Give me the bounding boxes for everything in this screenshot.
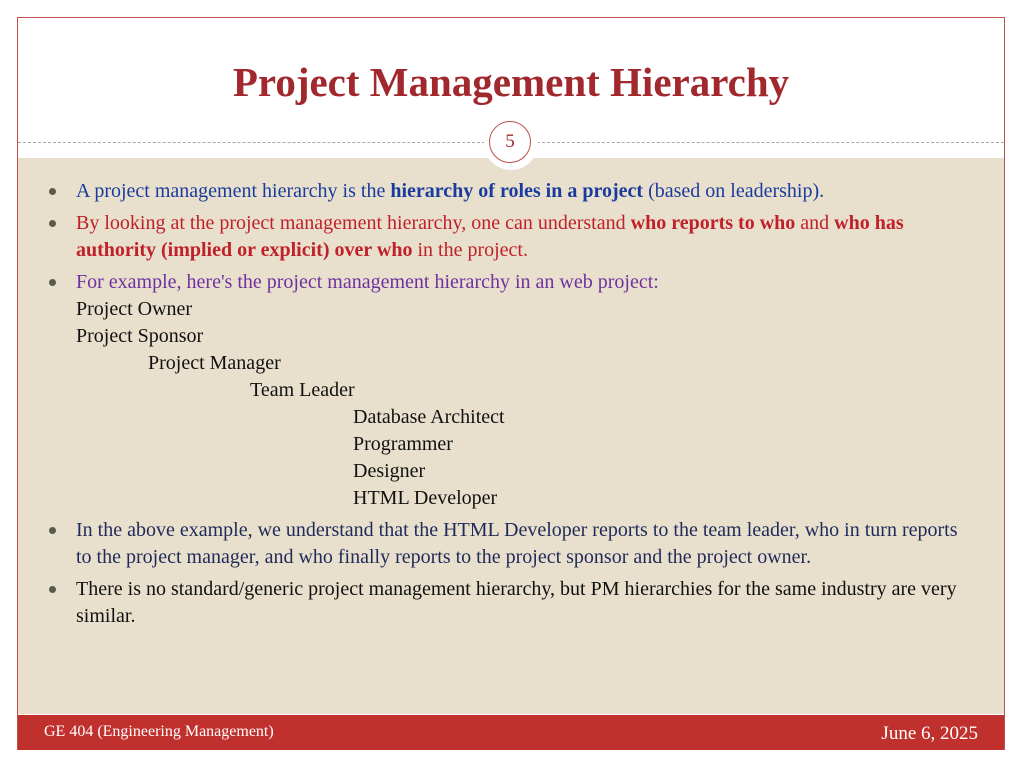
role-project-manager: Project Manager bbox=[148, 352, 281, 374]
page-number: 5 bbox=[489, 121, 531, 163]
slide-frame bbox=[17, 17, 1005, 750]
bullet-dot-icon bbox=[49, 279, 56, 286]
bullet-2-text-post: in the project. bbox=[412, 239, 528, 261]
bullet-3-intro: For example, here's the project management hierarchy in an web project: bbox=[76, 271, 659, 293]
bullet-dot-icon bbox=[49, 220, 56, 227]
role-project-sponsor: Project Sponsor bbox=[76, 325, 204, 347]
bullet-1-text-post: (based on leadership). bbox=[643, 180, 825, 202]
slide-title: Project Management Hierarchy bbox=[232, 59, 790, 105]
bullet-2-text-bold-2: who has authority (implied or explicit) over who bbox=[76, 212, 904, 261]
role-programmer: Programmer bbox=[353, 433, 453, 455]
bullet-1-text-bold: hierarchy of roles in a project bbox=[390, 180, 644, 202]
footer-course: GE 404 (Engineering Management) bbox=[44, 723, 274, 740]
bullet-item bbox=[42, 210, 972, 264]
role-project-owner: Project Owner bbox=[76, 298, 193, 320]
bullet-item bbox=[42, 517, 972, 571]
role-database-architect: Database Architect bbox=[353, 406, 505, 428]
role-html-developer: HTML Developer bbox=[353, 487, 498, 509]
bullet-item bbox=[42, 178, 972, 205]
bullet-dot-icon bbox=[49, 586, 56, 593]
slide-footer bbox=[18, 715, 1004, 750]
page-number-badge bbox=[484, 116, 538, 170]
role-designer: Designer bbox=[353, 460, 426, 482]
bullet-dot-icon bbox=[49, 527, 56, 534]
role-team-leader: Team Leader bbox=[250, 379, 355, 401]
bullet-4-text: In the above example, we understand that the HTML Developer reports to the team leader, who in turn reports to the project manager, and who finally reports to the project sponsor and the project owner. bbox=[76, 519, 958, 568]
bullet-2-text-pre: By looking at the project management hierarchy, one can understand bbox=[76, 212, 631, 234]
bullet-item bbox=[42, 576, 972, 630]
bullet-2-text-mid: and bbox=[795, 212, 835, 234]
footer-date: June 6, 2025 bbox=[881, 723, 978, 744]
bullet-item bbox=[42, 269, 972, 512]
bullet-1-text-pre: A project management hierarchy is the bbox=[76, 180, 391, 202]
bullet-2-text-bold-1: who reports to who bbox=[630, 212, 796, 234]
bullet-list bbox=[42, 178, 972, 635]
bullet-5-text: There is no standard/generic project management hierarchy, but PM hierarchies for the same industry are very similar. bbox=[76, 578, 957, 627]
bullet-dot-icon bbox=[49, 188, 56, 195]
